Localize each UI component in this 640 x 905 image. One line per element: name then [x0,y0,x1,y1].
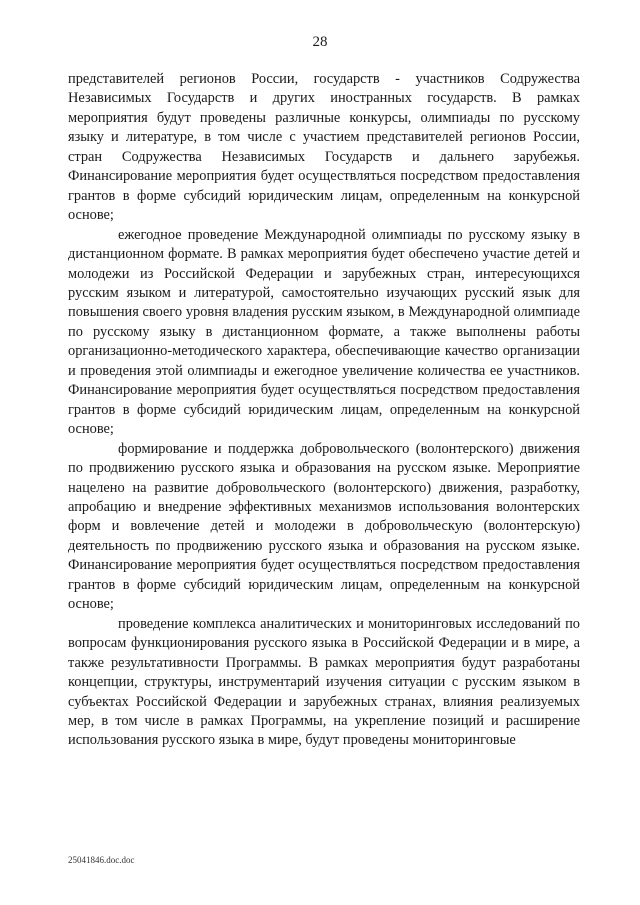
document-body [68,70,580,751]
paragraph-2: ежегодное проведение Международной олимпиады по русскому языку в дистанционном формате. В рамках мероприятия будет обеспечено участие детей и молодежи из Российской Федерации и зарубежных стран, интересующихся русским языком и литературой, самостоятельно изучающих русский язык для повышения своего уровня владения русским языком, в Международной олимпиаде по русскому языку в дистанционном формате, а также выполнены работы организационно-методического характера, обеспечивающие качество организации и проведения этой олимпиады и ежегодное увеличение количества ее участников. Финансирование мероприятия будет осуществляться посредством предоставления грантов в форме субсидий юридическим лицам, определенным на конкурсной основе; [68,226,580,438]
page-number: 28 [312,34,328,50]
paragraph-1: представителей регионов России, государств - участников Содружества Независимых Государств и других иностранных государств. В рамках мероприятия будут проведены различные конкурсы, олимпиады по русскому языку и литературе, в том числе с участием представителей регионов России, стран Содружества Независимых Государств и дальнего зарубежья. Финансирование мероприятия будет осуществляться посредством предоставления грантов в форме субсидий юридическим лицам, определенным на конкурсной основе; [68,71,580,224]
paragraph-4: проведение комплекса аналитических и мониторинговых исследований по вопросам функционирования русского языка в Российской Федерации и в мире, а также результативности Программы. В рамках мероприятия будут разработаны концепции, структуры, инструментарий изучения ситуации с русским языком в субъектах Российской Федерации и зарубежных странах, влияния реализуемых мер, в том числе в рамках Программы, на укрепление позиций и расширение использования русского языка в мире, будут проведены мониторинговые [68,615,580,749]
paragraph-3: формирование и поддержка добровольческого (волонтерского) движения по продвижению русского языка и образования на русском языке. Мероприятие нацелено на развитие добровольческого (волонтерского) движения, разработку, апробацию и внедрение эффективных механизмов использования волонтерских форм и вовлечение детей и молодежи в добровольческую (волонтерскую) деятельность по продвижению русского языка и образования на русском языке. Финансирование мероприятия будет осуществляться посредством предоставления грантов в форме субсидий юридическим лицам, определенным на конкурсной основе; [68,440,580,613]
file-name-footer: 25041846.doc.doc [68,855,135,865]
